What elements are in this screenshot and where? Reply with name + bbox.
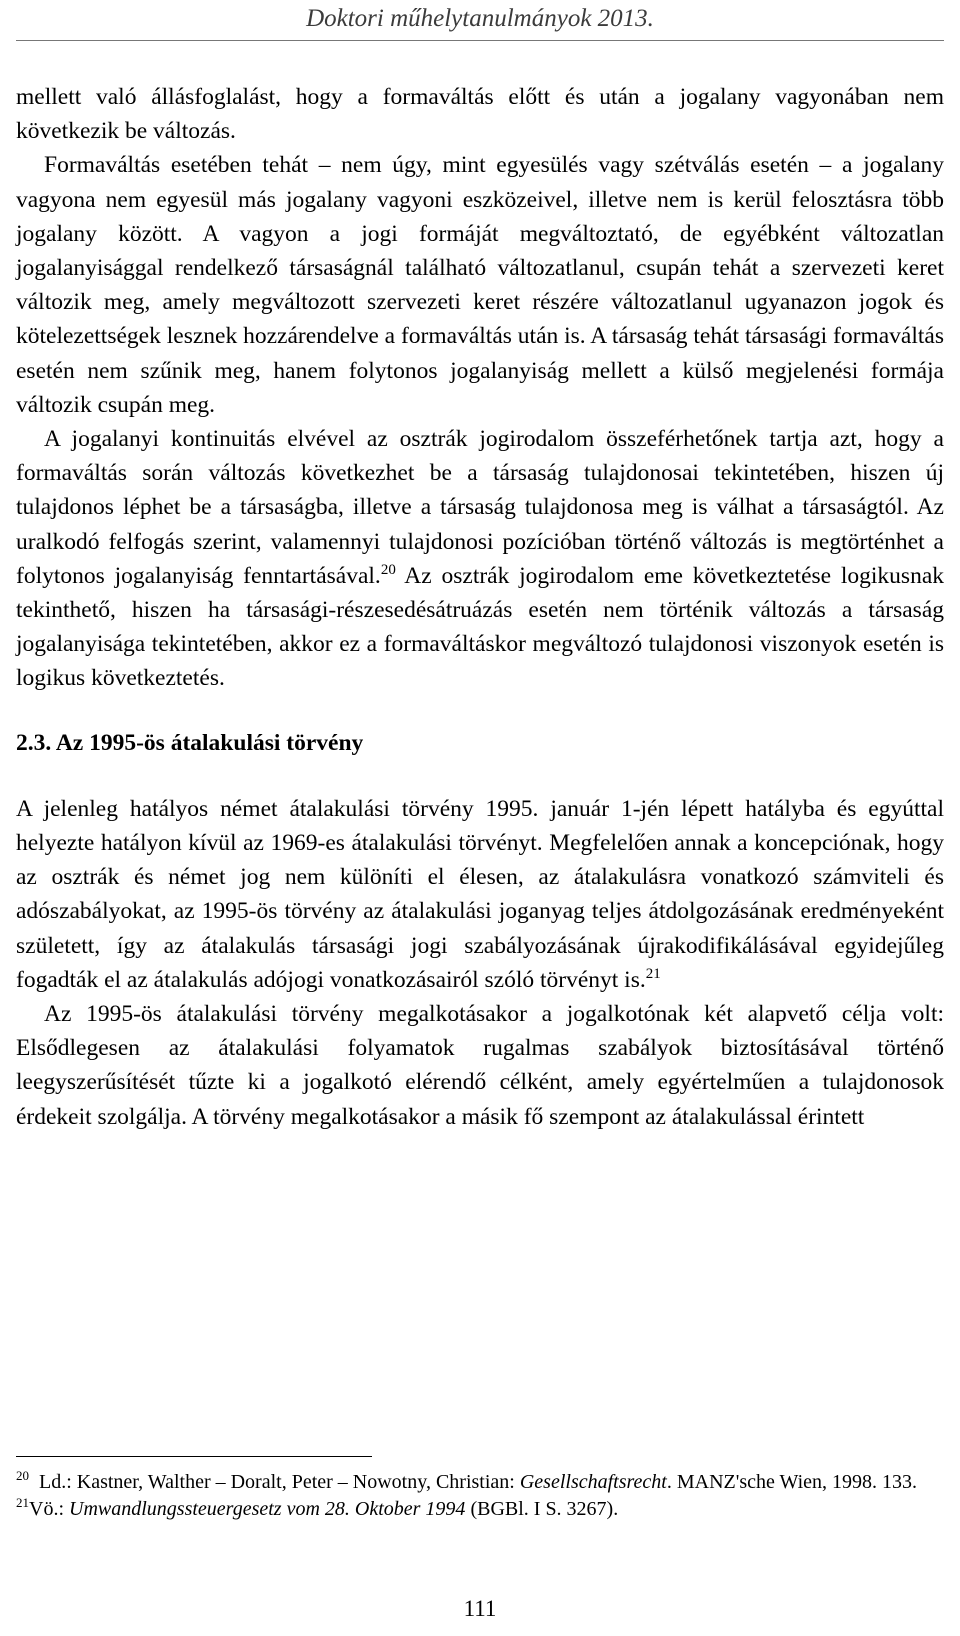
paragraph-2: Formaváltás esetében tehát – nem úgy, mint egyesülés vagy szétválás esetén – a jogalany vagyona nem egyesül más jogalany vagyoni eszközeivel, illetve nem is kerül felosztásra több jogalany között. A vagyon a jogi formáját megváltoztató, de egyébként változatlan jogalanyisággal rendelkező társaságnál található változatlanul, csupán tehát a szervezeti keret változik meg, amely megváltozott szervezeti keret részére változatlanul ugyanazon jogok és kötelezettségek lesznek hozzárendelve a formaváltás után is. A társaság tehát társasági formaváltás esetén nem szűnik meg, hanem folytonos jogalanyiság mellett a külső megjelenési formája változik csupán meg. [16, 152, 944, 418]
footnotes [16, 1469, 944, 1523]
footnote-20 [16, 1469, 944, 1496]
footnote-21-title: Umwandlungssteuergesetz vom 28. Oktober 1994 [69, 1498, 466, 1520]
paragraph-3 [16, 422, 944, 696]
footnote-20-title: Gesellschaftsrecht [519, 1471, 667, 1493]
page-number: 111 [463, 1596, 497, 1621]
paragraph-3-text-a: A jogalanyi kontinuitás elvével az osztrák jogirodalom összeférhetőnek tartja azt, hogy a formaváltás során változás következhet be a társaság tulajdonosai tekintetében, hiszen új tulajdonos léphet be a társaságba, illetve a társaság tulajdonosa meg is válhat a társaságtól. Az uralkodó felfogás szerint, valamennyi tulajdonosi pozícióban történő változás is megtörténhet a folytonos jogalanyiság fenntartásával. [16, 426, 944, 589]
footnote-number-21: 21 [16, 1495, 29, 1510]
header-divider [16, 40, 944, 41]
footnote-21-rest: (BGBl. I S. 3267). [465, 1498, 619, 1520]
section-heading: 2.3. Az 1995-ös átalakulási törvény [16, 729, 364, 756]
paragraph-3-text-b: Az osztrák jogirodalom eme következtetése logikusnak tekinthető, hiszen ha társasági-részesedésátruázás esetén nem történik változás a társaság jogalanyisága tekintetében, akkor ez a formaváltáskor megváltozó tulajdonosi viszonyok esetén is logikus következtetés. [16, 562, 944, 692]
footnote-ref-21[interactable]: 21 [645, 965, 661, 982]
footnote-21 [16, 1496, 944, 1523]
main-text [16, 80, 944, 1134]
footnote-ref-20[interactable]: 20 [380, 561, 396, 578]
footnote-21-text: Vö.: [29, 1498, 69, 1520]
footnote-number-20: 20 [16, 1468, 29, 1483]
paragraph-4-text: A jelenleg hatályos német átalakulási törvény 1995. január 1-jén lépett hatályba és egyúttal helyezte hatályon kívül az 1969-es átalakulási törvényt. Megfelelően annak a koncepciónak, hogy az osztrák és német jog nem különíti el élesen, az átalakulásra vonatkozó számviteli és adószabályokat, az 1995-ös törvény az átalakulási joganyag teljes átdolgozásának eredményeként született, így az átalakulás társasági jogi szabályozásának újrakodifikálásával egyidejűleg fogadták el az átalakulás adójogi vonatkozásairól szóló törvényt is. [16, 795, 944, 993]
paragraph-4 [16, 792, 944, 997]
running-header: Doktori műhelytanulmányok 2013. [306, 5, 654, 32]
paragraph-5: Az 1995-ös átalakulási törvény megalkotásakor a jogalkotónak két alapvető célja volt: Elsődlegesen az átalakulási folyamatok rugalmas szabályok biztosításával történő leegyszerűsítését tűzte ki a jogalkotó elérendő célként, amely egyértelműen a tulajdonosok érdekeit szolgálja. A törvény megalkotásakor a másik fő szempont az átalakulással érintett [16, 1001, 944, 1130]
footnote-20-rest: . MANZ'sche Wien, 1998. 133. [666, 1471, 918, 1493]
paragraph-1: mellett való állásfoglalást, hogy a formaváltás előtt és után a jogalany vagyonában nem következik be változás. [16, 84, 944, 145]
footnote-20-text: Ld.: Kastner, Walther – Doralt, Peter – Nowotny, Christian: [39, 1471, 520, 1493]
footnote-divider [16, 1456, 372, 1457]
